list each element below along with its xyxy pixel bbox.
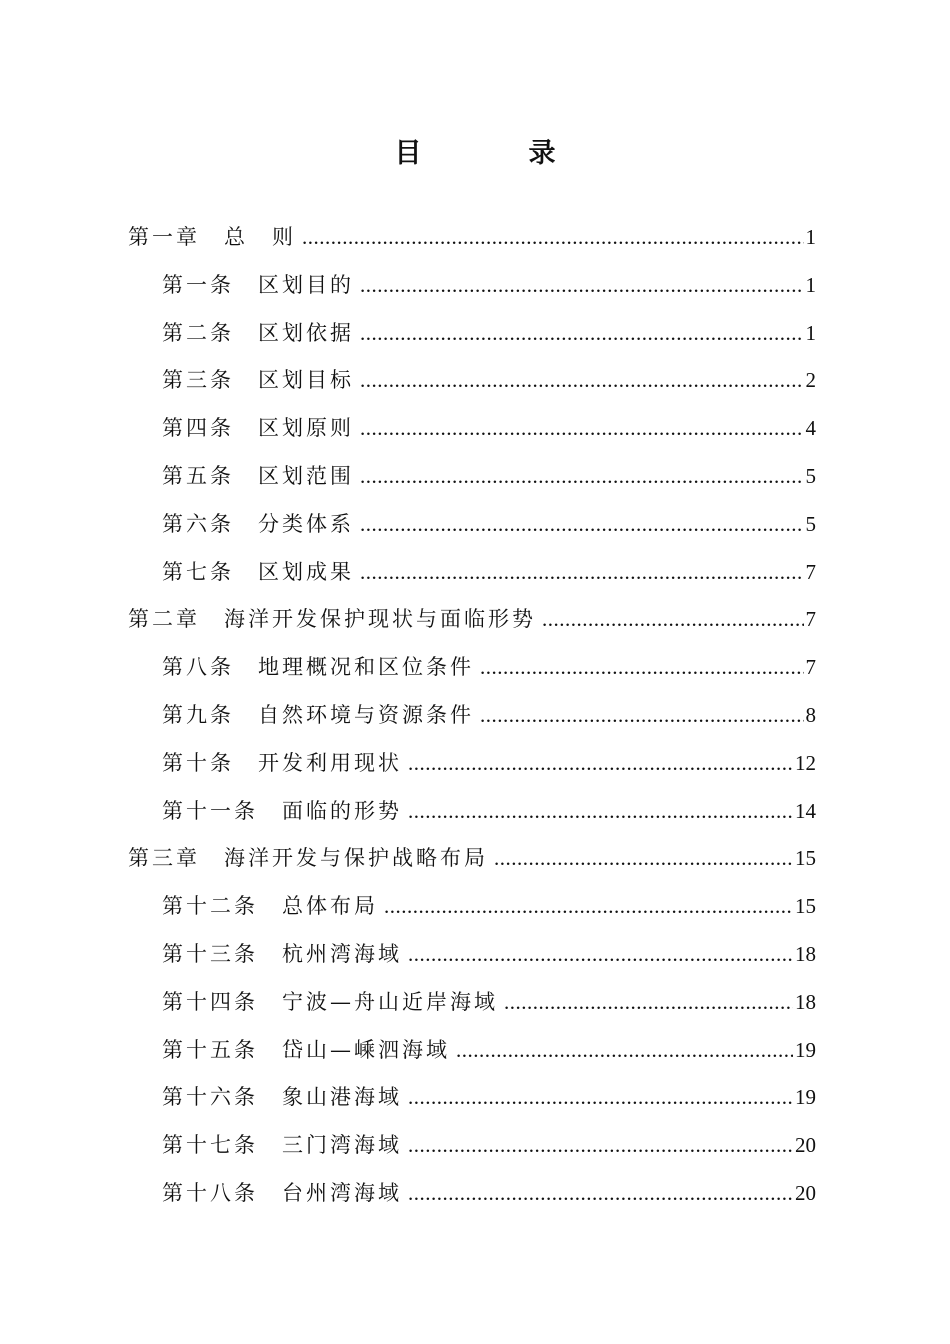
toc-dot-leader: [408, 1074, 793, 1122]
toc-entry-number: 第一章: [128, 225, 200, 249]
toc-entry-label: [128, 596, 536, 644]
toc-entry-number: 第一条: [162, 272, 234, 297]
toc-entry-title: 区划目的: [258, 272, 354, 297]
toc-page-number: 1: [805, 225, 816, 249]
toc-entry-title: 面临的形势: [282, 798, 402, 823]
toc-entry-title: 区划原则: [258, 416, 354, 441]
toc-entry-label: [128, 214, 296, 262]
toc-entry-label: [162, 644, 474, 692]
toc-article-entry[interactable]: [128, 1170, 816, 1218]
toc-entry-number: 第二章: [128, 607, 200, 632]
toc-dot-leader: [384, 883, 793, 931]
toc-article-entry[interactable]: [128, 1027, 816, 1075]
toc-entry-number: 第八条: [162, 655, 234, 680]
toc-dot-leader: [360, 405, 804, 453]
table-of-contents: [128, 214, 816, 1218]
toc-entry-title: 总体布局: [282, 894, 378, 919]
toc-entry-number: 第十一条: [162, 798, 258, 823]
toc-page-number: 15: [795, 846, 816, 871]
toc-chapter-entry[interactable]: [128, 596, 816, 644]
toc-entry-number: 第六条: [162, 511, 234, 536]
toc-page-number: 1: [805, 320, 816, 345]
toc-page-number: 5: [805, 511, 816, 536]
toc-page-number: 7: [805, 607, 816, 632]
toc-article-entry[interactable]: [128, 453, 816, 501]
toc-page-number: 8: [805, 702, 816, 727]
toc-entry-number: 第十二条: [162, 894, 258, 919]
toc-page-number: 5: [805, 463, 816, 488]
toc-entry-number: 第十八条: [162, 1180, 258, 1205]
toc-page-number: 7: [805, 655, 816, 680]
toc-entry-label: [162, 1122, 402, 1170]
toc-dot-leader: [542, 596, 804, 644]
toc-entry-label: [128, 835, 488, 883]
toc-page-number: 14: [795, 798, 816, 823]
toc-entry-title: 地理概况和区位条件: [258, 655, 474, 680]
toc-entry-number: 第十四条: [162, 989, 258, 1014]
toc-entry-number: 第三条: [162, 368, 234, 393]
toc-entry-title: 三门湾海域: [282, 1133, 402, 1158]
toc-entry-number: 第十三条: [162, 941, 258, 966]
toc-dot-leader: [408, 1170, 793, 1218]
toc-article-entry[interactable]: [128, 931, 816, 979]
toc-dot-leader: [456, 1027, 793, 1075]
toc-entry-label: [162, 979, 498, 1027]
toc-entry-number: 第四条: [162, 416, 234, 441]
toc-article-entry[interactable]: [128, 788, 816, 836]
toc-entry-label: [162, 788, 402, 836]
toc-dot-leader: [408, 1122, 793, 1170]
toc-entry-title: 自然环境与资源条件: [258, 702, 474, 727]
toc-entry-label: [162, 357, 354, 405]
toc-entry-title: 岱山—嵊泗海域: [282, 1037, 450, 1062]
toc-entry-label: [162, 501, 354, 549]
toc-article-entry[interactable]: [128, 1074, 816, 1122]
toc-article-entry[interactable]: [128, 357, 816, 405]
toc-entry-label: [162, 1170, 402, 1218]
toc-entry-number: 第十五条: [162, 1037, 258, 1062]
toc-article-entry[interactable]: [128, 310, 816, 358]
toc-dot-leader: [360, 549, 804, 597]
toc-entry-number: 第五条: [162, 463, 234, 488]
toc-article-entry[interactable]: [128, 405, 816, 453]
toc-article-entry[interactable]: [128, 692, 816, 740]
toc-entry-title: 区划范围: [258, 463, 354, 488]
toc-entry-label: [162, 405, 354, 453]
toc-entry-number: 第二条: [162, 320, 234, 345]
toc-entry-title: 象山港海域: [282, 1085, 402, 1110]
toc-entry-title: 宁波—舟山近岸海域: [282, 989, 498, 1014]
toc-dot-leader: [360, 262, 804, 310]
toc-page-number: 2: [805, 368, 816, 393]
toc-dot-leader: [408, 740, 793, 788]
toc-entry-title: 区划依据: [258, 320, 354, 345]
toc-entry-title: 开发利用现状: [258, 750, 402, 775]
page-title: 目 录: [394, 138, 596, 169]
toc-page-number: 12: [795, 750, 816, 775]
toc-article-entry[interactable]: [128, 883, 816, 931]
toc-dot-leader: [480, 692, 804, 740]
toc-chapter-entry[interactable]: [128, 835, 816, 883]
toc-entry-title: 海洋开发保护现状与面临形势: [224, 607, 536, 632]
toc-dot-leader: [408, 788, 793, 836]
toc-dot-leader: [360, 357, 804, 405]
toc-entry-title: 杭州湾海域: [282, 941, 402, 966]
toc-dot-leader: [480, 644, 804, 692]
toc-page-number: 15: [795, 894, 816, 919]
toc-page-number: 4: [805, 416, 816, 441]
toc-dot-leader: [360, 453, 804, 501]
toc-page-number: 19: [795, 1037, 816, 1062]
toc-dot-leader: [302, 214, 804, 262]
toc-page-number: 1: [805, 272, 816, 297]
toc-article-entry[interactable]: [128, 549, 816, 597]
toc-entry-label: [162, 1027, 450, 1075]
toc-article-entry[interactable]: [128, 501, 816, 549]
toc-entry-label: [162, 262, 354, 310]
toc-entry-label: [162, 931, 402, 979]
toc-page-number: 18: [795, 989, 816, 1014]
toc-dot-leader: [360, 310, 804, 358]
toc-entry-number: 第三章: [128, 846, 200, 871]
toc-entry-label: [162, 1074, 402, 1122]
toc-dot-leader: [360, 501, 804, 549]
toc-article-entry[interactable]: [128, 262, 816, 310]
toc-entry-label: [162, 740, 402, 788]
toc-dot-leader: [504, 979, 793, 1027]
toc-page-number: 20: [795, 1180, 816, 1205]
toc-entry-number: 第十条: [162, 750, 234, 775]
toc-article-entry[interactable]: [128, 979, 816, 1027]
toc-entry-label: [162, 453, 354, 501]
toc-entry-title: 台州湾海域: [282, 1180, 402, 1205]
toc-entry-label: [162, 883, 378, 931]
toc-entry-title: 海洋开发与保护战略布局: [224, 846, 488, 871]
toc-page-number: 19: [795, 1085, 816, 1110]
toc-page-number: 20: [795, 1133, 816, 1158]
toc-entry-number: 第十七条: [162, 1133, 258, 1158]
toc-dot-leader: [494, 835, 793, 883]
toc-entry-title: 区划成果: [258, 559, 354, 584]
toc-entry-title: 区划目标: [258, 368, 354, 393]
toc-chapter-entry[interactable]: [128, 214, 816, 262]
toc-entry-title: 分类体系: [258, 511, 354, 536]
toc-entry-label: [162, 310, 354, 358]
toc-entry-number: 第十六条: [162, 1085, 258, 1110]
toc-article-entry[interactable]: [128, 740, 816, 788]
toc-entry-label: [162, 692, 474, 740]
toc-page-number: 7: [805, 559, 816, 584]
toc-entry-label: [162, 549, 354, 597]
toc-article-entry[interactable]: [128, 1122, 816, 1170]
toc-dot-leader: [408, 931, 793, 979]
toc-page-number: 18: [795, 941, 816, 966]
toc-article-entry[interactable]: [128, 644, 816, 692]
toc-entry-title: 总 则: [224, 225, 296, 249]
toc-entry-number: 第七条: [162, 559, 234, 584]
toc-entry-number: 第九条: [162, 702, 234, 727]
